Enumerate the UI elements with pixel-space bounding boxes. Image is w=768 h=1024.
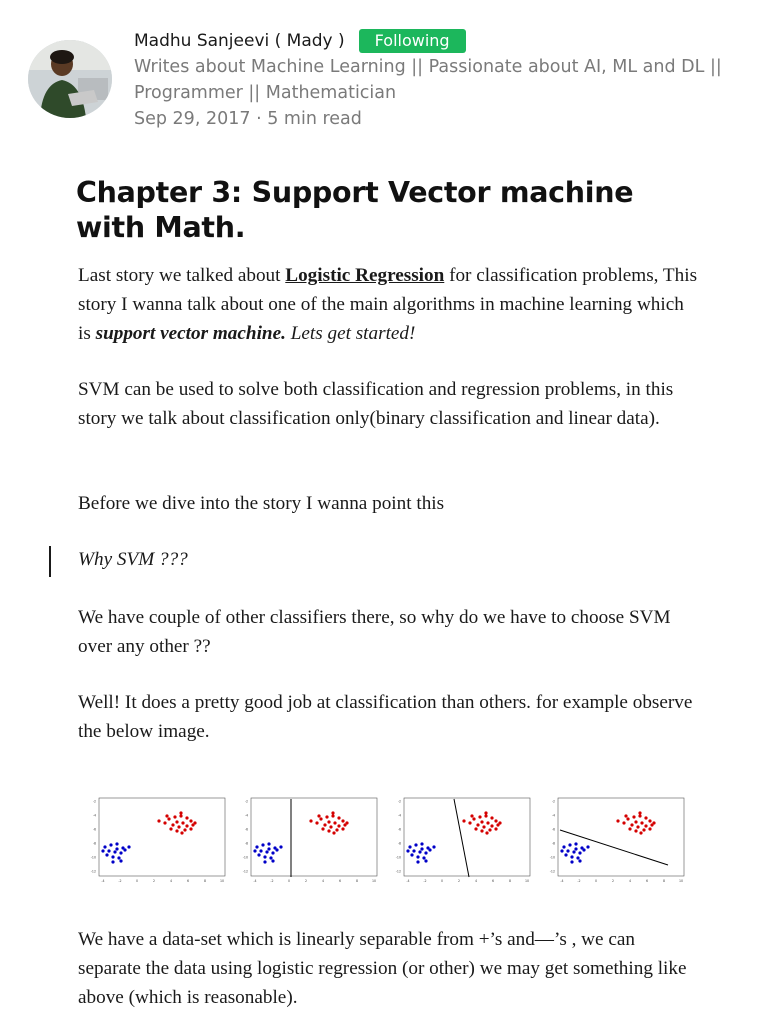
author-avatar[interactable] [28, 40, 112, 118]
intro-text-end: Lets get started! [285, 323, 416, 344]
red-point [644, 824, 647, 827]
red-point [319, 817, 322, 820]
y-tick-label: -8 [244, 841, 248, 846]
blue-point [568, 843, 571, 846]
red-point [173, 815, 176, 818]
red-point [329, 825, 332, 828]
red-point [622, 821, 625, 824]
red-point [638, 814, 641, 817]
y-tick-label: -8 [551, 841, 555, 846]
blue-point [115, 842, 118, 845]
y-tick-label: -10 [549, 855, 555, 860]
blue-point [418, 850, 421, 853]
blue-point [105, 853, 108, 856]
blue-point [574, 842, 577, 845]
red-point [169, 827, 172, 830]
red-point [484, 814, 487, 817]
blue-point [570, 855, 573, 858]
blue-point [269, 856, 272, 859]
blue-point [259, 849, 262, 852]
red-point [632, 815, 635, 818]
blue-point [267, 842, 270, 845]
x-tick-label: 0 [287, 879, 291, 883]
x-tick-label: -2 [118, 879, 122, 883]
red-point [616, 819, 619, 822]
x-tick-label: -2 [577, 879, 581, 883]
y-tick-label: -2 [244, 799, 248, 804]
red-point [321, 827, 324, 830]
plot-frame [251, 798, 377, 876]
blue-point [412, 849, 415, 852]
red-point [639, 831, 642, 834]
red-point [648, 819, 651, 822]
x-tick-label: 6 [186, 879, 190, 883]
red-point [484, 811, 487, 814]
y-tick-label: -12 [90, 869, 96, 874]
blue-point [115, 847, 118, 850]
paragraph-dataset: We have a data-set which is linearly separable from +’s and—’s , we can separate the data using logistic regression (or other) we may get something like above (which is reasonable). [78, 929, 687, 1008]
red-point [317, 814, 320, 817]
x-tick-label: 6 [645, 879, 649, 883]
red-point [175, 820, 178, 823]
blue-point [414, 843, 417, 846]
logistic-regression-link[interactable]: Logistic Regression [285, 265, 445, 286]
blue-point [420, 847, 423, 850]
blue-point [562, 845, 565, 848]
red-point [494, 827, 497, 830]
x-tick-label: 8 [355, 879, 359, 883]
paragraph-svm-uses: SVM can be used to solve both classification and regression problems, in this story we talk about classification only(binary classification and linear data). [78, 379, 674, 429]
red-point [179, 814, 182, 817]
red-point [193, 821, 196, 824]
red-point [634, 829, 637, 832]
post-meta [134, 106, 754, 132]
author-name-link[interactable]: Madhu Sanjeevi ( Mady ) [134, 31, 345, 51]
author-header [28, 28, 748, 138]
blue-point [103, 845, 106, 848]
blue-point [416, 860, 419, 863]
red-point [644, 816, 647, 819]
red-point [462, 819, 465, 822]
red-point [478, 815, 481, 818]
red-point [181, 821, 184, 824]
author-meta [134, 28, 754, 132]
red-point [189, 827, 192, 830]
red-point [345, 821, 348, 824]
author-row [134, 28, 754, 54]
intro-text-middle: for classification problems, This story I wanna talk about one of the main algorithms in machine learning which is [78, 265, 698, 344]
blue-point [576, 856, 579, 859]
blue-point [253, 849, 256, 852]
blue-point [261, 843, 264, 846]
red-point [642, 828, 645, 831]
red-point [628, 827, 631, 830]
blue-point [574, 847, 577, 850]
blue-point [566, 849, 569, 852]
red-point [180, 831, 183, 834]
x-tick-label: -4 [253, 879, 257, 883]
red-point [485, 831, 488, 834]
avatar-photo [28, 40, 112, 118]
scatter-plot-3 [392, 795, 532, 883]
blue-point [271, 851, 274, 854]
y-tick-label: -6 [244, 827, 248, 832]
read-time: 5 min read [267, 109, 362, 129]
post-date: Sep 29, 2017 [134, 109, 251, 129]
red-point [175, 829, 178, 832]
blue-point [119, 851, 122, 854]
blue-point [424, 859, 427, 862]
red-point [341, 819, 344, 822]
scatter-plot-1 [87, 795, 227, 883]
blue-point [101, 849, 104, 852]
red-point [163, 821, 166, 824]
blue-point [424, 851, 427, 854]
x-tick-label: 0 [594, 879, 598, 883]
x-tick-label: 10 [219, 879, 225, 883]
red-point [630, 823, 633, 826]
y-tick-label: -12 [242, 869, 248, 874]
x-tick-label: 2 [152, 879, 156, 883]
x-tick-label: 0 [440, 879, 444, 883]
x-tick-label: 6 [491, 879, 495, 883]
svm-comparison-figure [87, 795, 687, 885]
red-point [315, 821, 318, 824]
x-tick-label: 4 [628, 879, 632, 883]
blue-point [263, 855, 266, 858]
red-point [470, 814, 473, 817]
blue-point [271, 859, 274, 862]
red-point [488, 828, 491, 831]
x-tick-label: 0 [135, 879, 139, 883]
red-point [185, 816, 188, 819]
intro-text-start: Last story we talked about [78, 265, 286, 286]
red-point [157, 819, 160, 822]
quote-bar [49, 546, 51, 577]
quote-why-svm: Why SVM ??? [78, 549, 188, 570]
blue-point [109, 843, 112, 846]
blue-point [107, 849, 110, 852]
blue-point [578, 851, 581, 854]
blue-point [279, 845, 282, 848]
red-point [624, 814, 627, 817]
y-tick-label: -12 [395, 869, 401, 874]
red-point [167, 817, 170, 820]
paragraph-other-classifiers: We have couple of other classifiers there, so why do we have to choose SVM over any other ?? [78, 607, 671, 657]
red-point [171, 823, 174, 826]
x-tick-label: -4 [101, 879, 105, 883]
x-tick-label: 4 [169, 879, 173, 883]
red-point [327, 820, 330, 823]
svm-emphasis: support vector machine. [95, 323, 286, 344]
blue-point [119, 859, 122, 862]
y-tick-label: -10 [395, 855, 401, 860]
y-tick-label: -12 [549, 869, 555, 874]
blue-point [257, 853, 260, 856]
blue-point [578, 859, 581, 862]
red-point [337, 816, 340, 819]
blue-point [582, 848, 585, 851]
red-point [490, 816, 493, 819]
blue-point [263, 860, 266, 863]
paragraph-before-dive: Before we dive into the story I wanna point this [78, 493, 445, 514]
blue-point [275, 848, 278, 851]
red-point [179, 811, 182, 814]
red-point [480, 829, 483, 832]
scatter-plot-2 [239, 795, 379, 883]
x-tick-label: 10 [371, 879, 377, 883]
red-point [494, 819, 497, 822]
x-tick-label: 2 [611, 879, 615, 883]
red-point [323, 823, 326, 826]
blue-point [406, 849, 409, 852]
blue-point [111, 860, 114, 863]
x-tick-label: -2 [270, 879, 274, 883]
author-bio: Writes about Machine Learning || Passionate about AI, ML and DL || Programmer || Mathematician [134, 57, 722, 103]
red-point [327, 829, 330, 832]
plot-frame [99, 798, 225, 876]
red-point [636, 825, 639, 828]
red-point [183, 828, 186, 831]
blue-point [113, 850, 116, 853]
red-point [476, 823, 479, 826]
x-tick-label: 4 [474, 879, 478, 883]
red-point [638, 811, 641, 814]
blue-point [560, 849, 563, 852]
blue-point [408, 845, 411, 848]
paragraph-observe-image: Well! It does a pretty good job at classification than others. for example observe the below image. [78, 692, 693, 742]
red-point [331, 811, 334, 814]
red-point [648, 827, 651, 830]
scatter-plot-4 [546, 795, 686, 883]
red-point [333, 821, 336, 824]
blue-point [420, 842, 423, 845]
blue-point [564, 853, 567, 856]
x-tick-label: 2 [304, 879, 308, 883]
y-tick-label: -2 [397, 799, 401, 804]
y-tick-label: -4 [244, 813, 248, 818]
red-point [486, 821, 489, 824]
blue-point [570, 860, 573, 863]
x-tick-label: -2 [423, 879, 427, 883]
blue-point [586, 845, 589, 848]
blue-point [428, 848, 431, 851]
blue-point [572, 850, 575, 853]
red-point [474, 827, 477, 830]
x-tick-label: 8 [508, 879, 512, 883]
red-point [490, 824, 493, 827]
y-tick-label: -4 [92, 813, 96, 818]
x-tick-label: -4 [406, 879, 410, 883]
article-title: Chapter 3: Support Vector machine with Math. [76, 176, 634, 244]
x-tick-label: 6 [338, 879, 342, 883]
blue-point [123, 848, 126, 851]
blue-point [432, 845, 435, 848]
red-point [189, 819, 192, 822]
x-tick-label: 8 [662, 879, 666, 883]
x-tick-label: -4 [560, 879, 564, 883]
blue-point [265, 850, 268, 853]
red-point [185, 824, 188, 827]
red-point [335, 828, 338, 831]
y-tick-label: -4 [551, 813, 555, 818]
y-tick-label: -2 [551, 799, 555, 804]
meta-separator: · [256, 109, 262, 129]
red-point [177, 825, 180, 828]
red-point [472, 817, 475, 820]
red-point [498, 821, 501, 824]
blue-point [416, 855, 419, 858]
y-tick-label: -6 [551, 827, 555, 832]
red-point [337, 824, 340, 827]
blue-point [255, 845, 258, 848]
paragraph-intro [78, 261, 698, 348]
y-tick-label: -10 [90, 855, 96, 860]
y-tick-label: -4 [397, 813, 401, 818]
red-point [332, 831, 335, 834]
blue-point [117, 856, 120, 859]
y-tick-label: -6 [92, 827, 96, 832]
red-point [325, 815, 328, 818]
x-tick-label: 10 [678, 879, 684, 883]
x-tick-label: 2 [457, 879, 461, 883]
red-point [309, 819, 312, 822]
y-tick-label: -8 [92, 841, 96, 846]
red-point [652, 821, 655, 824]
red-point [626, 817, 629, 820]
y-tick-label: -2 [92, 799, 96, 804]
x-tick-label: 4 [321, 879, 325, 883]
x-tick-label: 8 [203, 879, 207, 883]
y-tick-label: -8 [397, 841, 401, 846]
red-point [640, 821, 643, 824]
blue-point [111, 855, 114, 858]
red-point [468, 821, 471, 824]
x-tick-label: 10 [524, 879, 530, 883]
following-button[interactable]: Following [359, 29, 466, 53]
y-tick-label: -10 [242, 855, 248, 860]
blue-point [127, 845, 130, 848]
separator-line [454, 799, 469, 877]
red-point [480, 820, 483, 823]
blue-point [267, 847, 270, 850]
y-tick-label: -6 [397, 827, 401, 832]
blue-point [410, 853, 413, 856]
red-point [634, 820, 637, 823]
red-point [482, 825, 485, 828]
red-point [331, 814, 334, 817]
red-point [341, 827, 344, 830]
blue-point [422, 856, 425, 859]
red-point [165, 814, 168, 817]
